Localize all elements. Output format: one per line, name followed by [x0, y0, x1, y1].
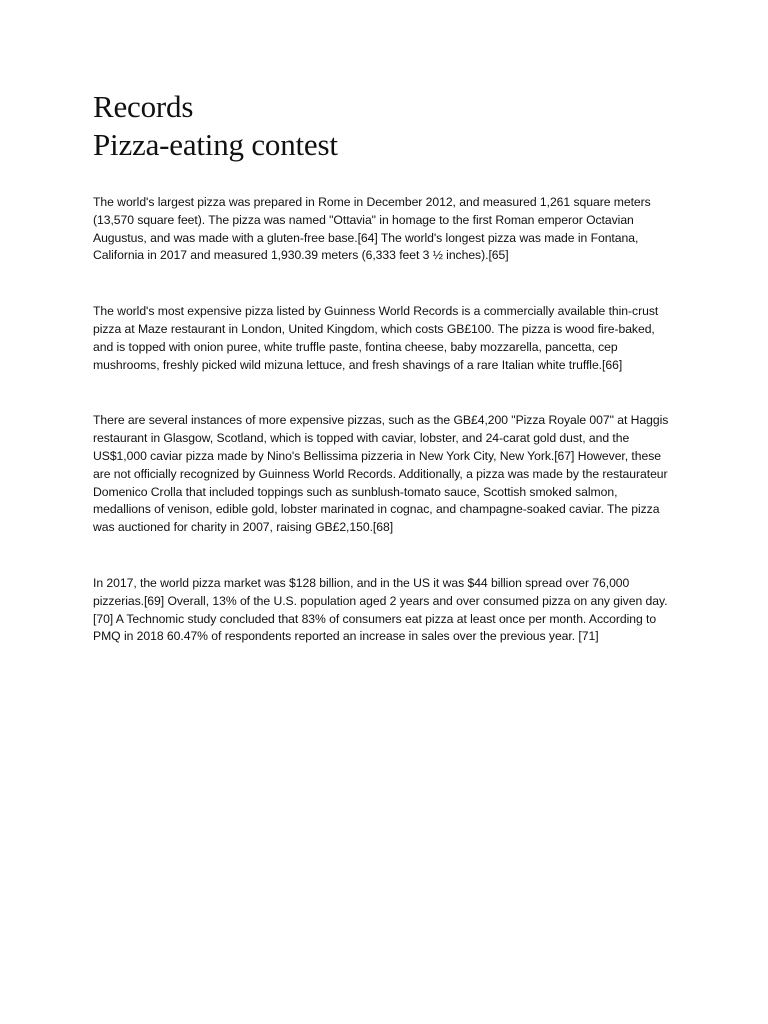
document-heading: [93, 88, 678, 164]
paragraph-pizza-market: In 2017, the world pizza market was $128 billion, and in the US it was $44 billion spread over 76,000 pizzerias.[69] Overall, 13% of the U.S. population aged 2 years and over consumed pizza on any given day.[70] A Technomic study concluded that 83% of consumers eat pizza at least once per month. According to PMQ in 2018 60.47% of respondents reported an increase in sales over the previous year. [71]: [93, 575, 668, 644]
document-content: [93, 88, 678, 684]
heading-line-pizza-eating-contest: Pizza-eating contest: [93, 127, 338, 162]
heading-line-records: Records: [93, 89, 194, 124]
paragraph-expensive-pizza-instances: There are several instances of more expensive pizzas, such as the GB£4,200 "Pizza Royale 007" at Haggis restaurant in Glasgow, Scotland, which is topped with caviar, lobster, and 24-carat gold dust, and the US$1,000 caviar pizza made by Nino's Bellissima pizzeria in New York City, New York.[67] However, these are not officially recognized by Guinness World Records. Additionally, a pizza was made by the restaurateur Domenico Crolla that included toppings such as sunblush-tomato sauce, Scottish smoked salmon, medallions of venison, edible gold, lobster marinated in cognac, and champagne-soaked caviar. The pizza was auctioned for charity in 2007, raising GB£2,150.[68]: [93, 413, 669, 535]
document-body: [93, 194, 678, 646]
paragraph-most-expensive-pizza: The world's most expensive pizza listed by Guinness World Records is a commercially available thin-crust pizza at Maze restaurant in London, United Kingdom, which costs GB£100. The pizza is wood fire-baked, and is topped with onion puree, white truffle paste, fontina cheese, baby mozzarella, pancetta, cep mushrooms, freshly picked wild mizuna lettuce, and fresh shavings of a rare Italian white truffle.[66]: [93, 304, 659, 372]
paragraph-largest-pizza: The world's largest pizza was prepared in Rome in December 2012, and measured 1,261 square meters (13,570 square feet). The pizza was named "Ottavia" in homage to the first Roman emperor Octavian Augustus, and was made with a gluten-free base.[64] The world's longest pizza was made in Fontana, California in 2017 and measured 1,930.39 meters (6,333 feet 3 ½ inches).[65]: [93, 195, 651, 263]
